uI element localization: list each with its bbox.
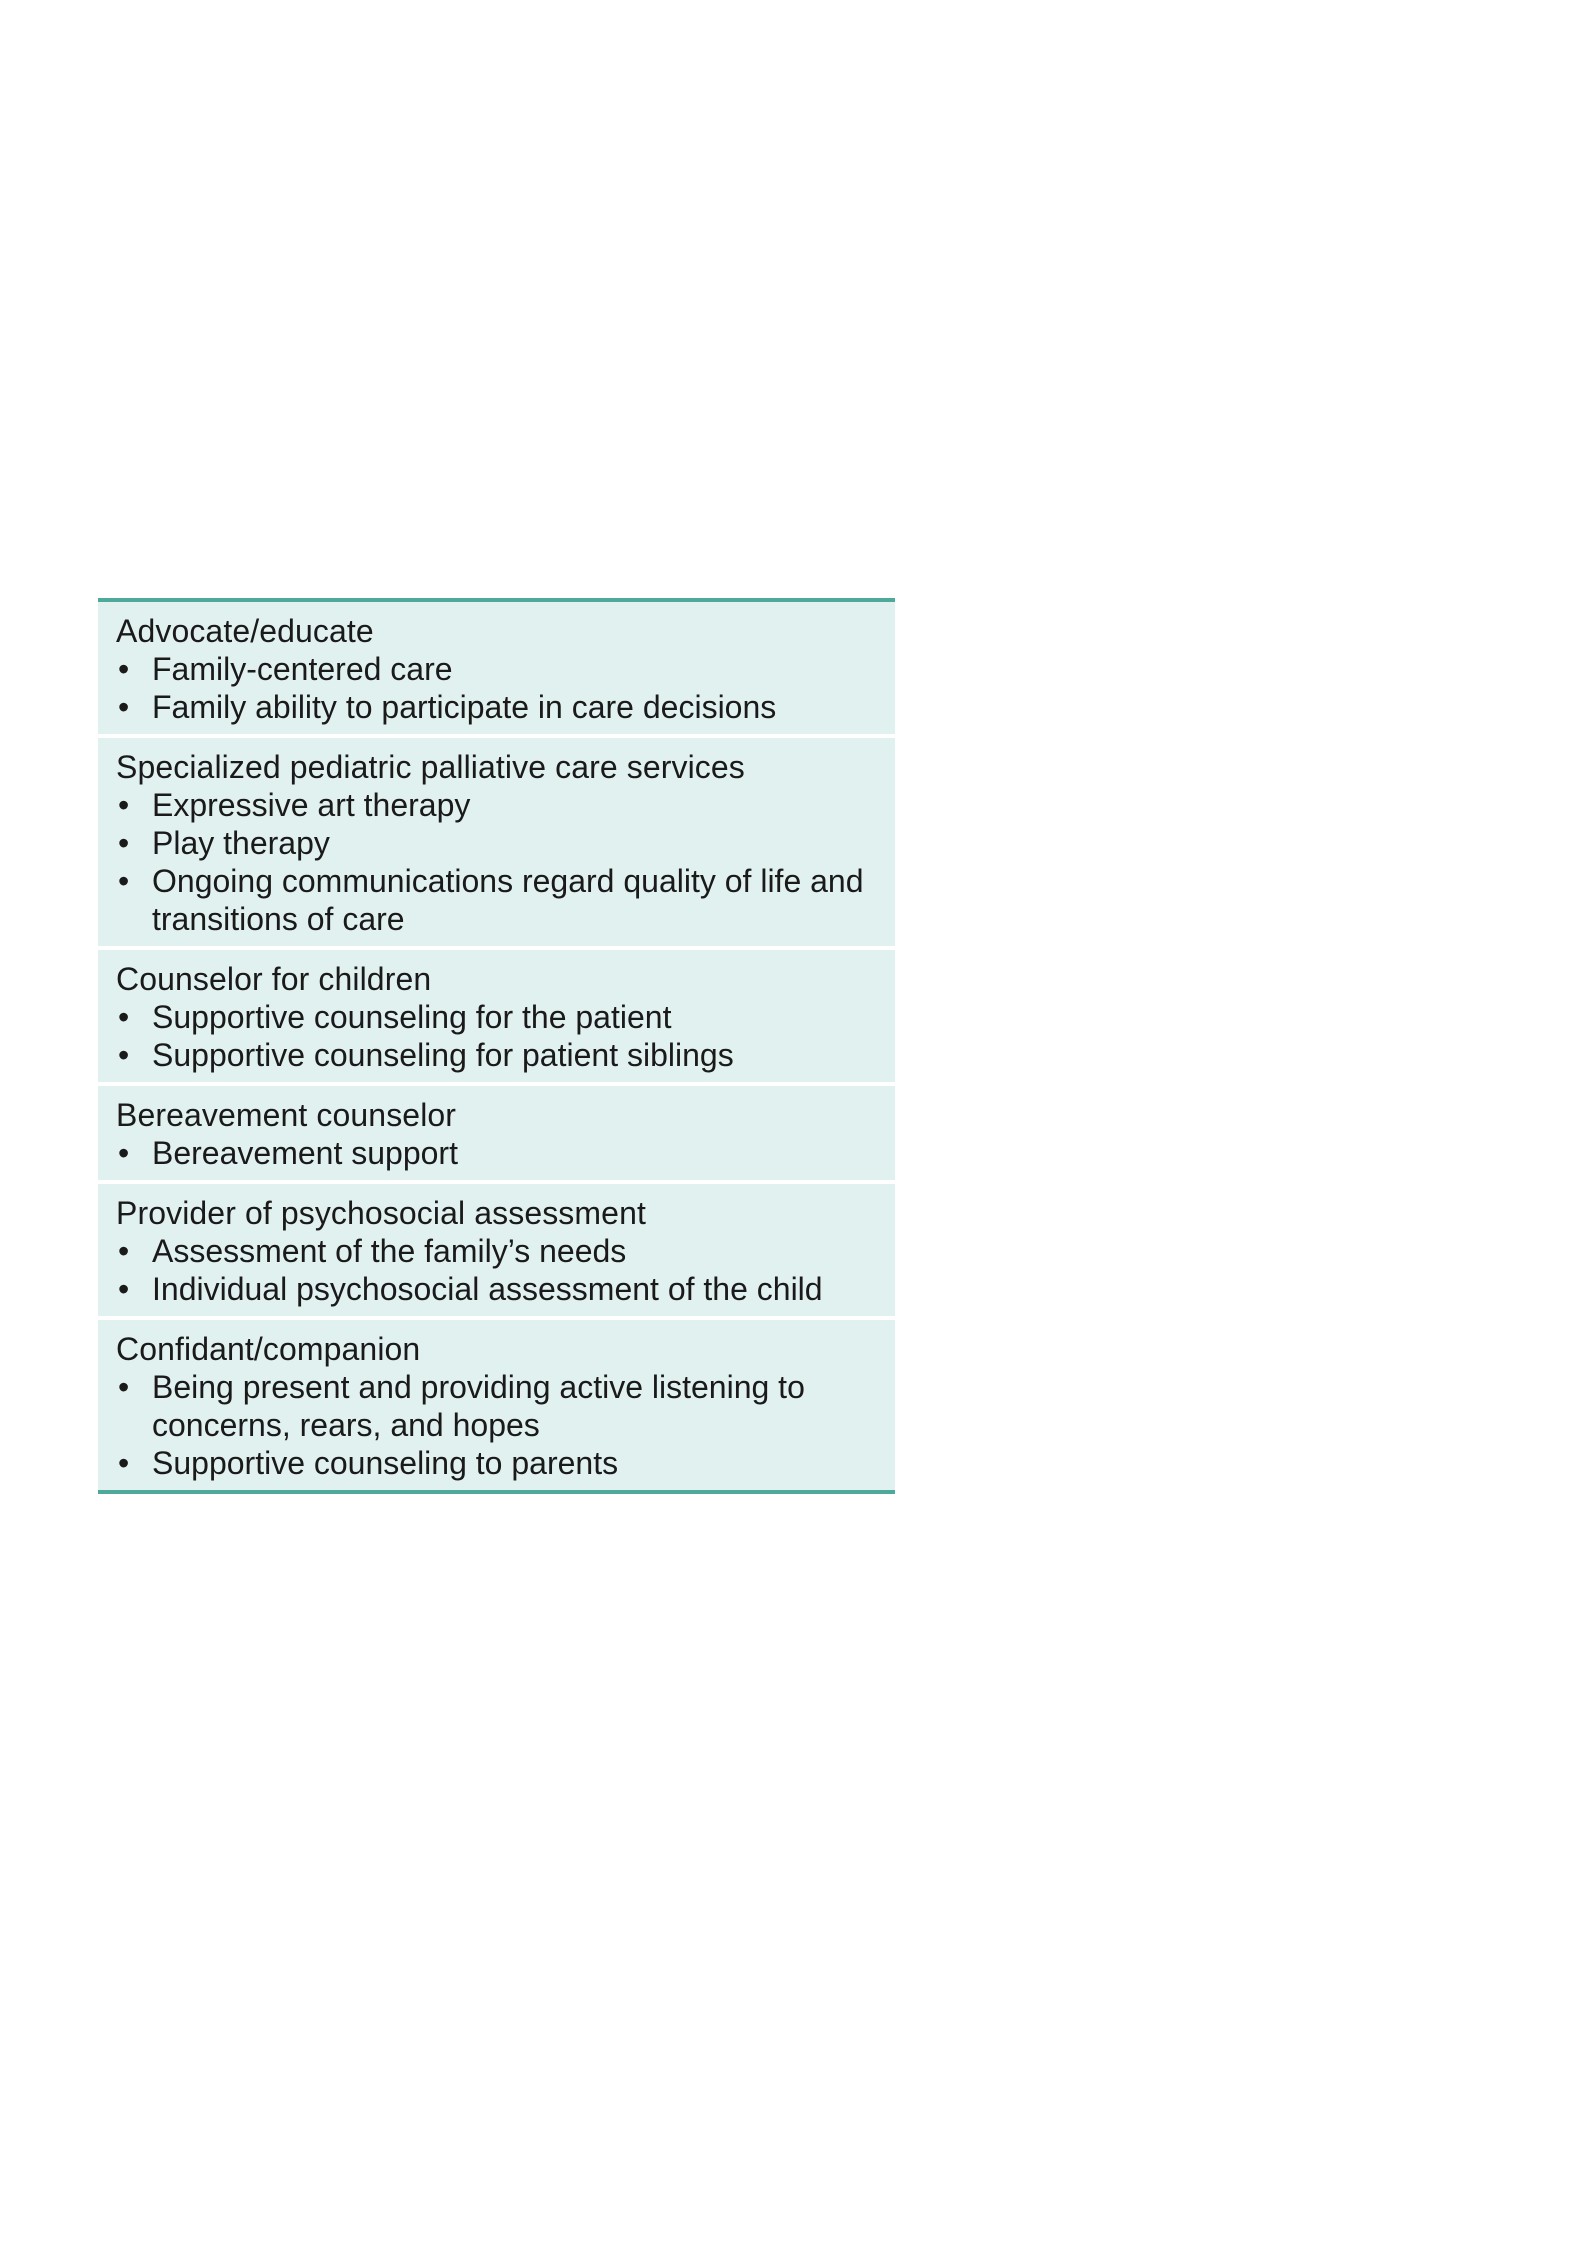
roles-table [98,598,895,1494]
list-item [116,824,877,862]
list-item [116,1368,877,1444]
list-item-text: Supportive counseling to parents [152,1445,619,1481]
bullet-list [116,1134,877,1172]
role-title: Specialized pediatric palliative care services [116,749,745,785]
bullet-icon: • [118,999,130,1035]
list-item-text: Play therapy [152,825,330,861]
role-title: Counselor for children [116,961,432,997]
list-item [116,1270,877,1308]
list-item [116,1036,877,1074]
bullet-icon: • [118,1445,130,1481]
list-item [116,650,877,688]
bullet-icon: • [118,787,130,823]
role-title: Bereavement counselor [116,1097,457,1133]
list-item [116,1232,877,1270]
role-row-advocate [98,602,895,738]
list-item [116,998,877,1036]
list-item-text: Individual psychosocial assessment of the child [152,1271,823,1307]
bullet-icon: • [118,1037,130,1073]
bullet-icon: • [118,863,130,899]
role-title: Confidant/companion [116,1331,421,1367]
list-item-text: Ongoing communications regard quality of life and transitions of care [152,863,864,937]
list-item [116,688,877,726]
role-title: Advocate/educate [116,613,374,649]
list-item-text: Expressive art therapy [152,787,471,823]
bullet-list [116,1368,877,1482]
bullet-icon: • [118,651,130,687]
list-item [116,1134,877,1172]
list-item-text: Bereavement support [152,1135,458,1171]
list-item-text: Being present and providing active listening to concerns, rears, and hopes [152,1369,805,1443]
role-title: Provider of psychosocial assessment [116,1195,646,1231]
role-row-confidant [98,1320,895,1490]
list-item-text: Assessment of the family’s needs [152,1233,627,1269]
bullet-list [116,786,877,938]
bullet-icon: • [118,689,130,725]
bullet-list [116,1232,877,1308]
list-item-text: Family-centered care [152,651,453,687]
bullet-icon: • [118,825,130,861]
bullet-icon: • [118,1271,130,1307]
role-row-bereavement [98,1086,895,1184]
list-item [116,862,877,938]
role-row-counselor-children [98,950,895,1086]
bullet-list [116,998,877,1074]
list-item-text: Supportive counseling for patient siblings [152,1037,734,1073]
list-item [116,786,877,824]
bullet-list [116,650,877,726]
role-row-psychosocial-assessment [98,1184,895,1320]
role-row-palliative-services [98,738,895,950]
bullet-icon: • [118,1369,130,1405]
bullet-icon: • [118,1135,130,1171]
list-item-text: Supportive counseling for the patient [152,999,672,1035]
list-item [116,1444,877,1482]
bullet-icon: • [118,1233,130,1269]
list-item-text: Family ability to participate in care decisions [152,689,777,725]
